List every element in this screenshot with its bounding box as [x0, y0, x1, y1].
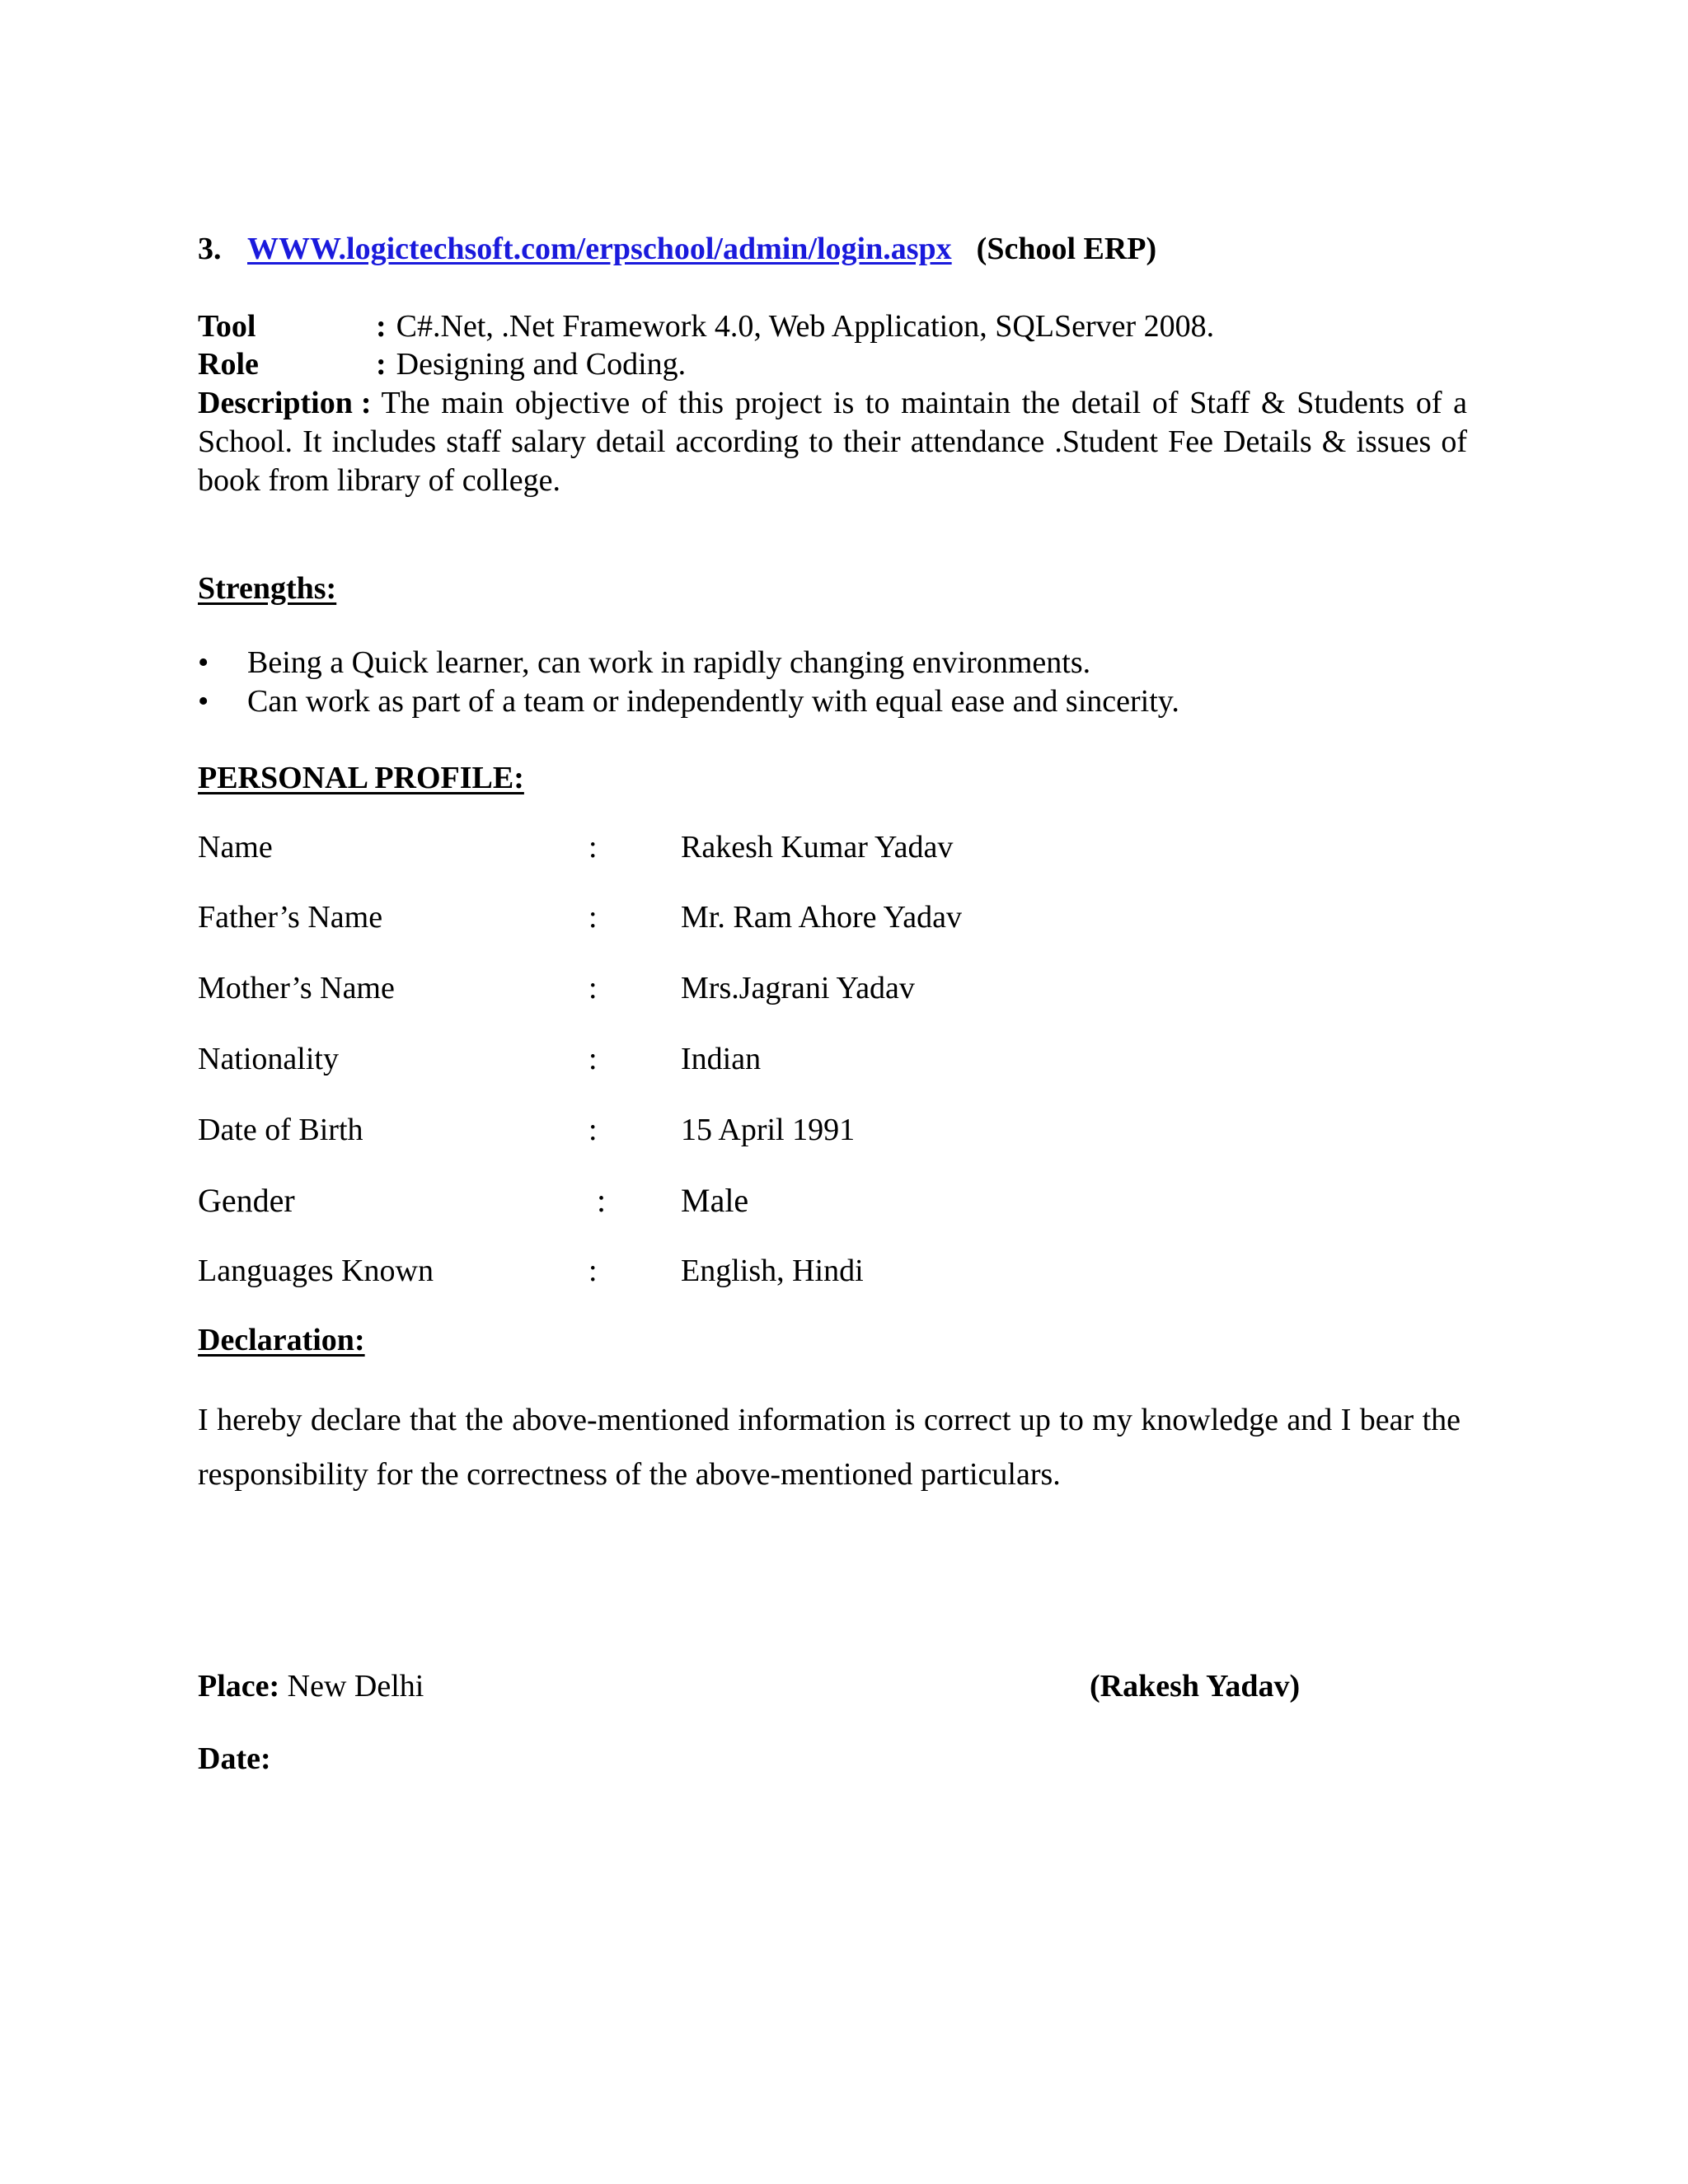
role-separator: :: [376, 347, 387, 382]
personal-profile-heading: PERSONAL PROFILE:: [198, 761, 524, 795]
bullet-icon: •: [198, 645, 209, 680]
description-block: [198, 384, 1467, 500]
profile-row: [198, 829, 1434, 865]
description-separator: :: [360, 386, 372, 420]
role-label: Role: [198, 347, 259, 382]
profile-row: [198, 1253, 1434, 1289]
role-value: Designing and Coding.: [396, 347, 687, 382]
profile-separator: :: [588, 1042, 598, 1076]
profile-row: [198, 1112, 1434, 1148]
profile-value: Rakesh Kumar Yadav: [681, 830, 954, 865]
tool-separator: :: [376, 309, 387, 344]
role-row: [198, 346, 686, 382]
profile-separator: :: [588, 1113, 598, 1147]
profile-label: Date of Birth: [198, 1113, 363, 1147]
list-item: [198, 644, 1090, 681]
project-tag: (School ERP): [976, 232, 1157, 266]
description-value: The main objective of this project is to maintain the detail of Staff & Students of a School. It includes staff salary detail according to their attendance .Student Fee Details & issues of book from library of college.: [198, 386, 1467, 498]
strengths-heading: Strengths:: [198, 571, 337, 606]
project-number: 3.: [198, 232, 222, 266]
tool-row: [198, 308, 1214, 344]
profile-separator: :: [588, 830, 598, 865]
profile-row: [198, 970, 1434, 1006]
tool-label: Tool: [198, 309, 256, 344]
project-header: [198, 231, 1156, 267]
profile-value: Male: [681, 1182, 749, 1219]
profile-row: [198, 1181, 1434, 1220]
profile-value: 15 April 1991: [681, 1113, 856, 1147]
profile-separator: :: [588, 900, 598, 935]
profile-value: Mr. Ram Ahore Yadav: [681, 900, 962, 935]
signature: (Rakesh Yadav): [1090, 1669, 1301, 1704]
date-label: Date:: [198, 1741, 271, 1776]
place-value: New Delhi: [287, 1669, 424, 1704]
strength-text: Can work as part of a team or independently with equal ease and sincerity.: [247, 684, 1179, 719]
profile-value: Mrs.Jagrani Yadav: [681, 971, 915, 1005]
profile-value: Indian: [681, 1042, 762, 1076]
profile-label: Languages Known: [198, 1254, 434, 1288]
profile-row: [198, 1041, 1434, 1077]
declaration-text: I hereby declare that the above-mentioned information is correct up to my knowledge and I bear the responsibility for the correctness of the above-mentioned particulars.: [198, 1403, 1461, 1492]
profile-separator: :: [597, 1182, 607, 1219]
profile-value: English, Hindi: [681, 1254, 864, 1288]
project-link[interactable]: WWW.logictechsoft.com/erpschool/admin/login.aspx: [247, 232, 952, 266]
description-label: Description: [198, 386, 353, 420]
profile-row: [198, 899, 1434, 935]
profile-label: Name: [198, 830, 273, 865]
declaration-heading: Declaration:: [198, 1323, 365, 1357]
profile-separator: :: [588, 1254, 598, 1288]
strength-text: Being a Quick learner, can work in rapidly changing environments.: [247, 645, 1091, 680]
tool-value: C#.Net, .Net Framework 4.0, Web Application, SQLServer 2008.: [396, 309, 1215, 344]
profile-separator: :: [588, 971, 598, 1005]
profile-label: Mother’s Name: [198, 971, 395, 1005]
profile-label: Father’s Name: [198, 900, 383, 935]
list-item: [198, 683, 1179, 719]
profile-label: Nationality: [198, 1042, 339, 1076]
bullet-icon: •: [198, 684, 209, 719]
place-line: [198, 1668, 424, 1704]
place-label: Place:: [198, 1669, 280, 1704]
profile-label: Gender: [198, 1182, 295, 1219]
